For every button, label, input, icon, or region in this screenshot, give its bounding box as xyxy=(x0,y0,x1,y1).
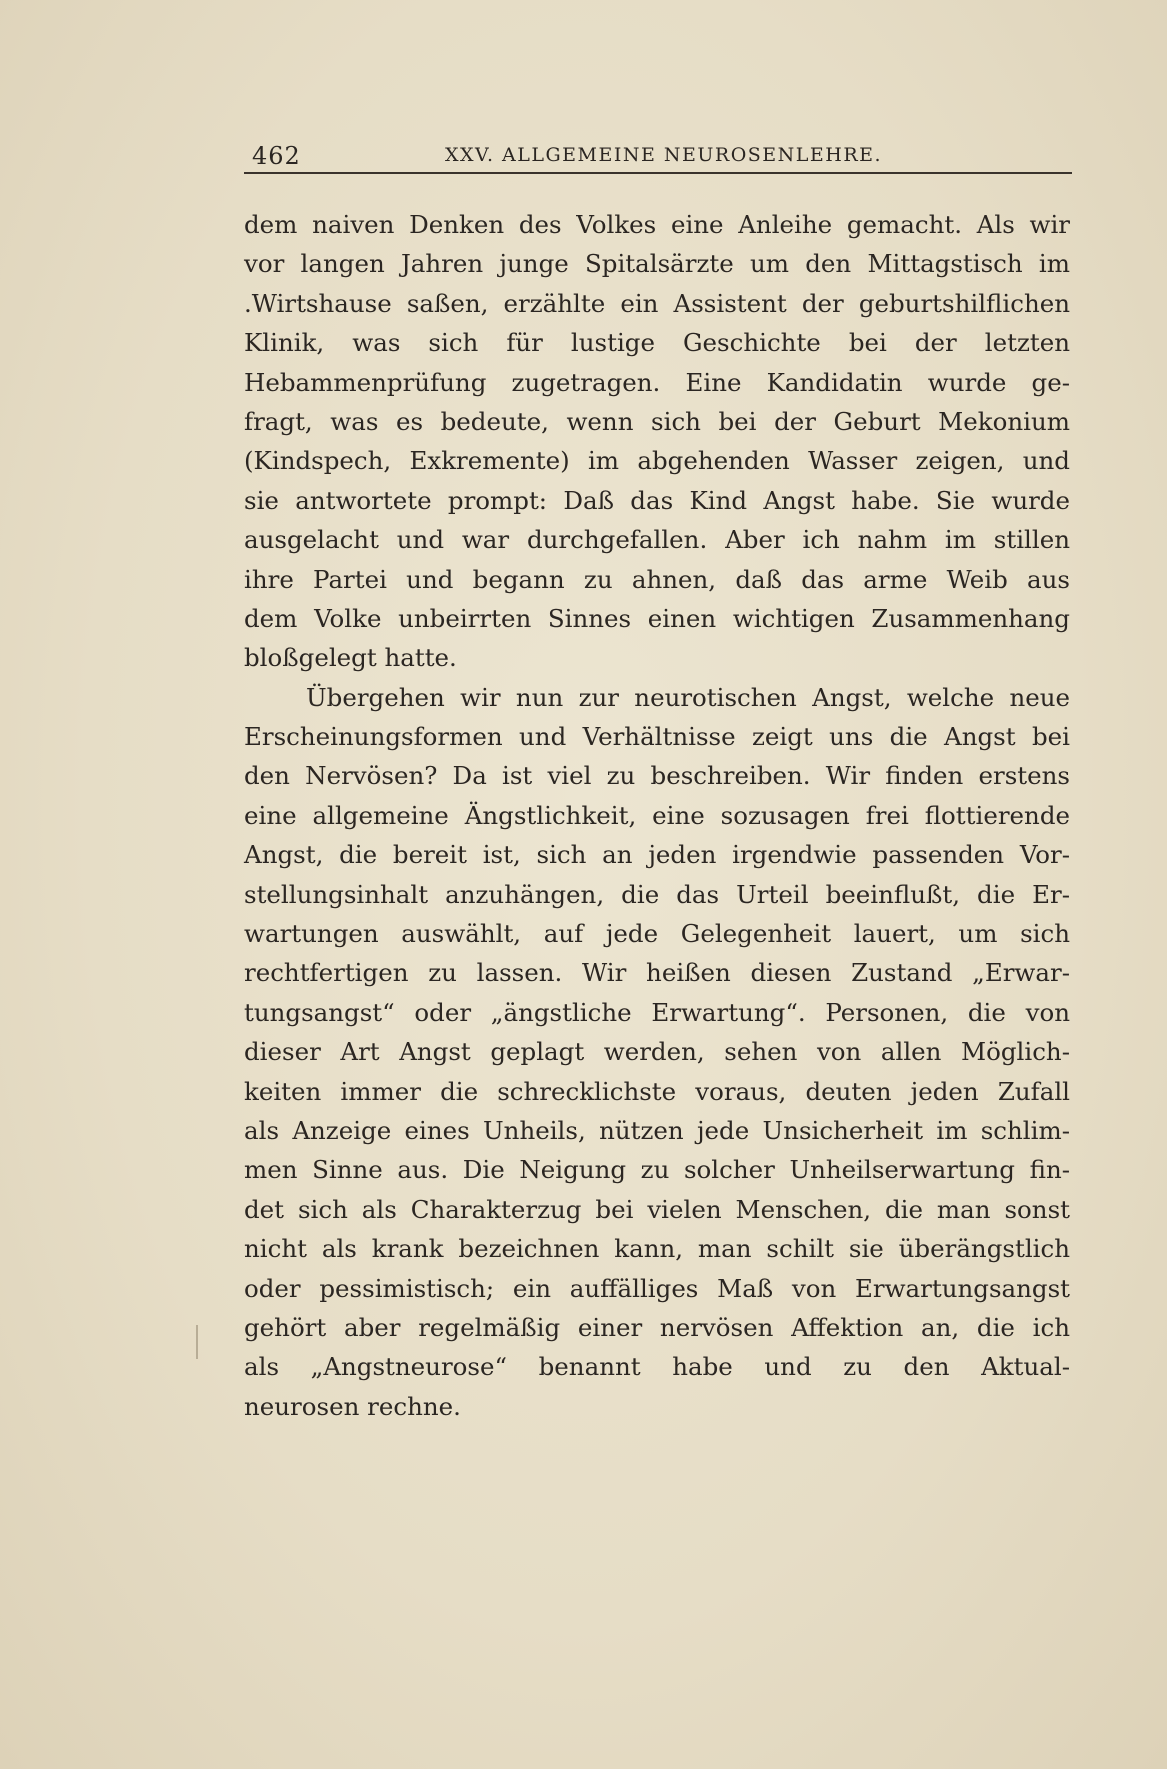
text-line: oder pessimistisch; ein auffälliges Maß von Erwartungsangst xyxy=(244,1273,1070,1303)
text-line: dieser Art Angst geplagt werden, sehen von allen Möglich- xyxy=(244,1037,1070,1067)
text-line: tungsangst“ oder „ängstliche Erwartung“. Personen, die von xyxy=(244,997,1070,1027)
text-line: vor langen Jahren junge Spitalsärzte um den Mittagstisch im xyxy=(244,249,1070,279)
page-header xyxy=(244,132,1072,174)
text-line: fragt, was es bedeute, wenn sich bei der Geburt Mekonium xyxy=(244,406,1070,436)
running-title: XXV. ALLGEMEINE NEUROSENLEHRE. xyxy=(445,144,883,166)
text-line: keiten immer die schrecklichste voraus, deuten jeden Zufall xyxy=(244,1076,1070,1106)
text-line: als Anzeige eines Unheils, nützen jede Unsicherheit im schlim- xyxy=(244,1115,1070,1145)
text-line: men Sinne aus. Die Neigung zu solcher Unheilserwartung fin- xyxy=(244,1155,1070,1185)
paragraph-end-line: neurosen rechne. xyxy=(244,1391,461,1421)
text-line: Hebammenprüfung zugetragen. Eine Kandidatin wurde ge- xyxy=(244,367,1070,397)
text-line: stellungsinhalt anzuhängen, die das Urteil beeinflußt, die Er- xyxy=(244,879,1070,909)
text-line: sie antwortete prompt: Daß das Kind Angst habe. Sie wurde xyxy=(244,485,1070,515)
text-line: wartungen auswählt, auf jede Gelegenheit lauert, um sich xyxy=(244,919,1070,949)
text-line: Klinik, was sich für lustige Geschichte bei der letzten xyxy=(244,328,1070,358)
text-line: Angst, die bereit ist, sich an jeden irgendwie passenden Vor- xyxy=(244,840,1070,870)
text-line: eine allgemeine Ängstlichkeit, eine sozusagen frei flottierende xyxy=(244,800,1070,830)
text-line: det sich als Charakterzug bei vielen Menschen, die man sonst xyxy=(244,1194,1070,1224)
margin-mark xyxy=(196,1325,198,1359)
paragraph-start-line: Übergehen wir nun zur neurotischen Angst, welche neue xyxy=(306,682,1070,712)
text-line: .Wirtshause saßen, erzählte ein Assistent der geburtshilflichen xyxy=(244,288,1070,318)
text-line: den Nervösen? Da ist viel zu beschreiben. Wir finden erstens xyxy=(244,761,1070,791)
paragraph-end-line: bloßgelegt hatte. xyxy=(244,643,457,673)
text-line: ausgelacht und war durchgefallen. Aber ich nahm im stillen xyxy=(244,525,1070,555)
text-line: ihre Partei und begann zu ahnen, daß das arme Weib aus xyxy=(244,564,1070,594)
text-line: nicht als krank bezeichnen kann, man schilt sie überängstlich xyxy=(244,1234,1070,1264)
text-line: (Kindspech, Exkremente) im abgehenden Wasser zeigen, und xyxy=(244,446,1070,476)
page-number: 462 xyxy=(252,142,301,170)
body-text xyxy=(244,205,1070,1426)
text-line: dem Volke unbeirrten Sinnes einen wichtigen Zusammenhang xyxy=(244,603,1070,633)
text-line: Erscheinungsformen und Verhältnisse zeigt uns die Angst bei xyxy=(244,722,1070,752)
text-line: rechtfertigen zu lassen. Wir heißen diesen Zustand „Erwar- xyxy=(244,958,1070,988)
text-line: dem naiven Denken des Volkes eine Anleihe gemacht. Als wir xyxy=(244,210,1070,239)
text-line: gehört aber regelmäßig einer nervösen Affektion an, die ich xyxy=(244,1312,1070,1342)
text-line: als „Angstneurose“ benannt habe und zu den Aktual- xyxy=(244,1352,1070,1382)
